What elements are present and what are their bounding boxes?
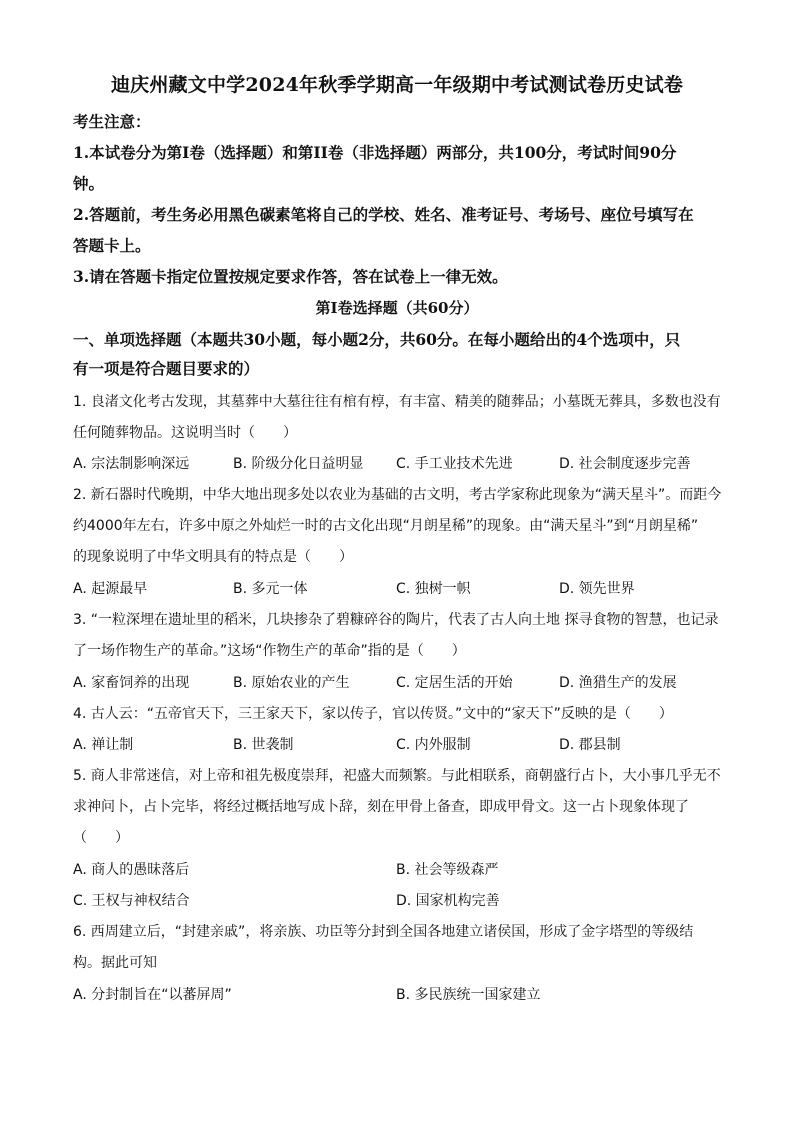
- question-2-option-d: D. 领先世界: [559, 581, 635, 597]
- question-2-line-3: 的现象说明了中华文明具有的特点是（ ）: [73, 549, 353, 565]
- question-1-line-1: 1. 良渚文化考古发现，其墓葬中大墓往往有棺有椁，有丰富、精美的随葬品；小墓既无葬具，多数也没有: [73, 394, 721, 410]
- question-1-line-2: 任何随葬物品。这说明当时（ ）: [73, 425, 297, 441]
- question-5-option-b: B. 社会等级森严: [396, 862, 499, 878]
- question-5-option-c: C. 王权与神权结合: [73, 893, 190, 909]
- question-6-option-a: A. 分封制旨在“以蕃屏周”: [73, 987, 232, 1003]
- section-instruction-2: 有一项是符合题目要求的）: [73, 359, 260, 378]
- question-3-line-2: 了一场作物生产的革命。”这场“作物生产的革命”指的是（ ）: [73, 643, 466, 659]
- question-3-option-b: B. 原始农业的产生: [233, 675, 350, 691]
- notice-line-1: 1.本试卷分为第Ⅰ卷（选择题）和第II卷（非选择题）两部分，共100分，考试时间90分: [73, 143, 677, 162]
- question-5-option-a: A. 商人的愚昧落后: [73, 862, 190, 878]
- question-1-option-b: B. 阶级分化日益明显: [233, 456, 364, 472]
- question-3-option-d: D. 渔猎生产的发展: [559, 675, 677, 691]
- question-5-line-1: 5. 商人非常迷信，对上帝和祖先极度崇拜，祀盛大而频繁。与此相联系，商朝盛行占卜，大小事几乎无不: [73, 768, 721, 784]
- question-1-option-d: D. 社会制度逐步完善: [559, 456, 691, 472]
- question-2-option-b: B. 多元一体: [233, 581, 308, 597]
- question-4-line-1: 4. 古人云：“五帝官天下，三王家天下，家以传子，官以传贤。”文中的“家天下”反映的是（ ）: [73, 706, 673, 722]
- question-3-line-1: 3. “一粒深埋在遗址里的稻米，几块掺杂了碧糠碎谷的陶片，代表了古人向土地 探寻食物的智慧，也记录: [73, 612, 719, 628]
- section-instruction-1: 一、单项选择题（本题共30小题，每小题2分，共60分。在每小题给出的4个选项中，只: [73, 330, 681, 349]
- notice-line-3: 3.请在答题卡指定位置按规定要求作答，答在试卷上一律无效。: [73, 267, 508, 286]
- question-5-line-2: 求神问卜，占卜完毕，将经过概括地写成卜辞，刻在甲骨上备查，即成甲骨文。这一占卜现象体现了: [73, 799, 689, 815]
- question-6-option-b: B. 多民族统一国家建立: [396, 987, 541, 1003]
- question-2-option-a: A. 起源最早: [73, 581, 148, 597]
- question-1-option-a: A. 宗法制影响深远: [73, 456, 190, 472]
- question-4-option-c: C. 内外服制: [396, 737, 471, 753]
- question-2-line-2: 约4000年左右，许多中原之外灿烂一时的古文化出现“月朗星稀”的现象。由“满天星斗”到“月朗星稀”: [73, 518, 699, 534]
- notice-line-2-cont: 答题卡上。: [73, 236, 151, 255]
- question-2-line-1: 2. 新石器时代晚期，中华大地出现多处以农业为基础的古文明，考古学家称此现象为“满天星斗”。而距今: [73, 487, 722, 503]
- section-title: 第Ⅰ卷选择题（共60分）: [315, 299, 479, 317]
- exam-title: 迪庆州藏文中学2024年秋季学期高一年级期中考试测试卷历史试卷: [110, 74, 684, 96]
- question-1-option-c: C. 手工业技术先进: [396, 456, 513, 472]
- question-5-option-d: D. 国家机构完善: [396, 893, 500, 909]
- question-6-line-1: 6. 西周建立后，“封建亲戚”，将亲族、功臣等分封到全国各地建立诸侯国，形成了金字塔型的等级结: [73, 924, 694, 940]
- question-3-option-a: A. 家畜饲养的出现: [73, 675, 190, 691]
- question-4-option-a: A. 禅让制: [73, 737, 134, 753]
- notice-line-2: 2.答题前，考生务必用黑色碳素笔将自己的学校、姓名、准考证号、考场号、座位号填写在: [73, 205, 694, 224]
- notice-heading: 考生注意：: [73, 112, 151, 131]
- question-4-option-b: B. 世袭制: [233, 737, 294, 753]
- question-6-line-2: 构。据此可知: [73, 955, 157, 971]
- question-5-line-3: （ ）: [73, 830, 129, 846]
- question-3-option-c: C. 定居生活的开始: [396, 675, 513, 691]
- question-4-option-d: D. 郡县制: [559, 737, 621, 753]
- question-2-option-c: C. 独树一帜: [396, 581, 471, 597]
- notice-line-1-cont: 钟。: [73, 174, 105, 193]
